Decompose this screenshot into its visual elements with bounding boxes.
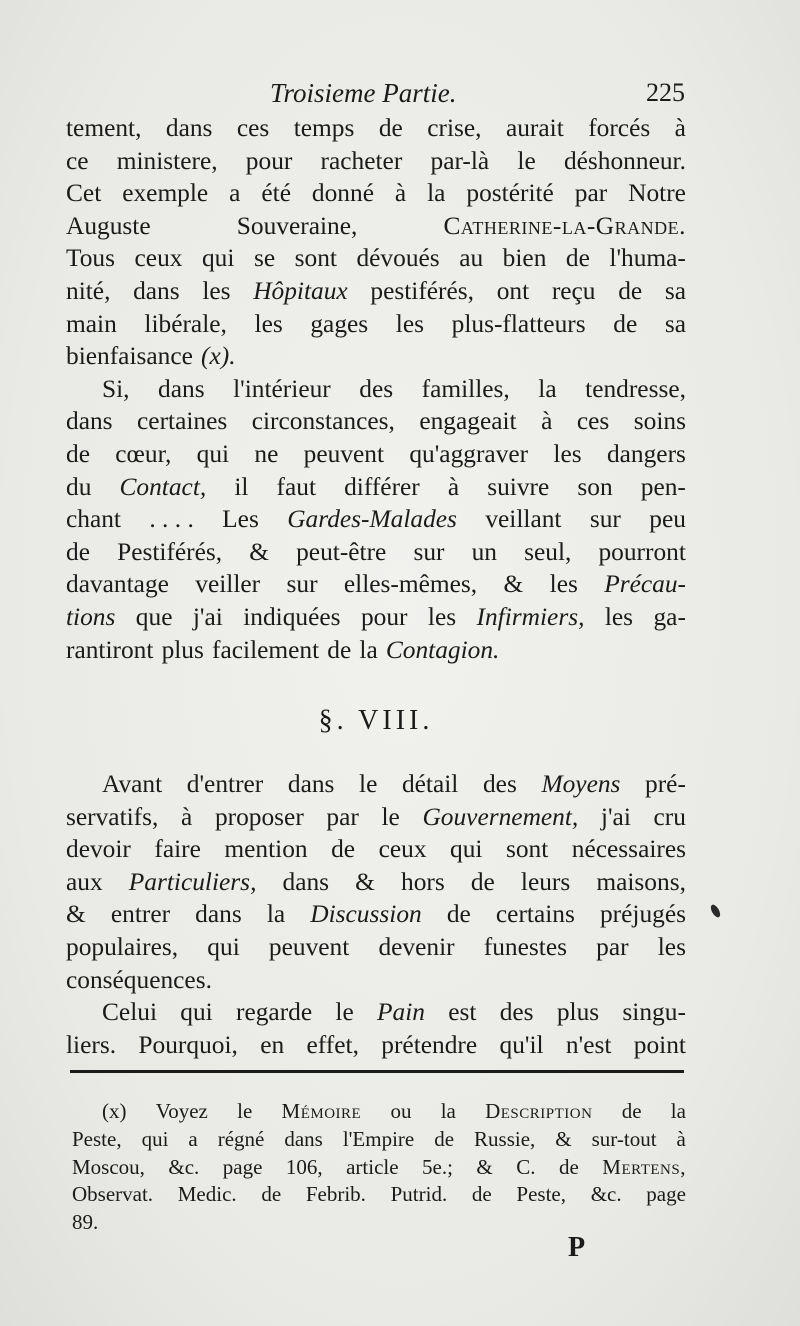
text-line: [66, 373, 686, 406]
word: du: [66, 472, 92, 501]
word: des: [499, 998, 534, 1027]
word: postérité: [466, 179, 554, 208]
word: les: [202, 276, 231, 305]
footnote-line: [72, 1154, 686, 1182]
word-italic: Contact,: [119, 472, 207, 501]
ink-blot: [709, 903, 722, 919]
word: dangers: [606, 439, 686, 468]
word-italic: Discussion: [310, 900, 422, 929]
word: Les: [222, 505, 259, 534]
word: aurait: [505, 114, 564, 142]
word: Observat.: [72, 1182, 154, 1207]
word: leurs: [520, 867, 571, 896]
word: de: [446, 900, 471, 929]
word: sur: [286, 570, 318, 599]
word: pré-: [645, 770, 686, 799]
word: effet,: [306, 1030, 359, 1059]
word: la: [359, 635, 378, 664]
word: liers.: [66, 1030, 117, 1059]
word: Medic.: [177, 1182, 237, 1207]
word: sur: [413, 537, 445, 566]
word: sont: [294, 244, 337, 273]
word-italic: Gouvernement,: [422, 802, 579, 831]
word: peu: [649, 505, 686, 534]
text-line: [66, 210, 686, 243]
text-line: [66, 833, 686, 866]
word: Cet: [66, 179, 102, 208]
word: par-là: [430, 146, 490, 175]
word: qui: [450, 835, 483, 864]
word: le: [335, 998, 354, 1027]
text-line: [66, 471, 686, 504]
signature-mark: P: [568, 1232, 586, 1263]
word: reçu: [551, 276, 596, 305]
word: article: [346, 1154, 399, 1179]
word: cru: [653, 802, 686, 831]
text-line: [66, 177, 686, 210]
word: dans: [133, 276, 180, 305]
word: n'est: [565, 1030, 612, 1059]
word-smallcaps: Description: [485, 1099, 593, 1123]
word: devenir: [378, 933, 455, 962]
word-italic: Pain: [376, 998, 425, 1027]
word: à: [181, 802, 193, 831]
word: page: [222, 1154, 263, 1179]
word: peut-être: [296, 537, 387, 566]
word: qui: [141, 1126, 169, 1151]
word: de: [327, 635, 352, 664]
word: la: [266, 900, 286, 929]
running-title: Troisieme Partie.: [270, 78, 457, 108]
word: cœur,: [115, 439, 172, 468]
word: à: [674, 114, 686, 142]
text-line: [66, 242, 686, 275]
word: veillant: [485, 505, 562, 534]
word: de: [66, 439, 90, 468]
footnote-ref: (x).: [201, 342, 236, 371]
word: C.: [516, 1154, 536, 1179]
word: par: [326, 802, 359, 831]
text-line: [66, 931, 686, 964]
word: temps: [293, 114, 355, 142]
text-line: [66, 634, 686, 667]
word: été: [261, 179, 291, 208]
word-smallcaps: Mémoire: [281, 1099, 362, 1123]
word: indiquées: [243, 602, 341, 631]
word: des: [482, 770, 517, 799]
word: libérale,: [144, 309, 227, 338]
footnote-line: [72, 1209, 686, 1237]
word: circonstances,: [251, 407, 395, 436]
word: plus-flatteurs: [451, 309, 586, 338]
word: à: [394, 179, 407, 208]
word: détail: [401, 770, 459, 799]
word: qui: [201, 244, 235, 273]
word: regarde: [236, 998, 313, 1027]
word: davantage: [66, 570, 169, 599]
word: gages: [310, 309, 369, 338]
word: dévoués: [356, 244, 440, 273]
word: 89.: [72, 1210, 99, 1235]
word: a: [188, 1126, 198, 1151]
text-line: [66, 568, 686, 601]
word: ont: [496, 276, 530, 305]
word: &: [503, 570, 524, 599]
word: bienfaisance: [66, 342, 193, 371]
word: qui: [207, 933, 240, 962]
text-line: [66, 340, 686, 373]
word: plus: [161, 635, 204, 664]
word: donné: [311, 179, 374, 208]
word: certains: [495, 900, 575, 929]
word: de: [471, 1182, 492, 1207]
word: veiller: [195, 570, 261, 599]
word: main: [66, 309, 117, 338]
word: de: [565, 244, 590, 273]
text-line: [66, 536, 686, 569]
word: qu'il: [499, 1030, 544, 1059]
word: Notre: [628, 179, 686, 208]
word: soins: [633, 407, 686, 436]
word: un: [471, 537, 497, 566]
section-heading: §. VIII.: [318, 705, 434, 737]
running-header: [70, 78, 685, 112]
word: nité,: [66, 276, 111, 305]
word: Si,: [102, 374, 130, 403]
word: le: [517, 146, 536, 175]
word: ga-: [653, 602, 686, 631]
word: faut: [276, 472, 317, 501]
word-italic: Précau-: [604, 570, 686, 599]
word-italic: Hôpitaux: [253, 276, 348, 305]
word: (x): [102, 1099, 127, 1123]
word: de: [331, 835, 356, 864]
word-italic: Particuliers,: [128, 867, 257, 896]
word: Putrid.: [390, 1182, 448, 1207]
word: pen-: [640, 472, 686, 501]
word: dans: [287, 770, 335, 799]
word: de: [613, 309, 638, 338]
text-line: [66, 112, 686, 145]
word: la: [670, 1099, 686, 1123]
word: Pourquoi,: [138, 1030, 238, 1059]
word: &: [476, 1154, 493, 1179]
footnote-line: [72, 1098, 686, 1126]
word: devoir: [66, 835, 131, 864]
word: régné: [217, 1126, 265, 1151]
word: Voyez: [155, 1099, 208, 1123]
footnote-rule: [70, 1070, 684, 1073]
word: entrer: [110, 900, 171, 929]
word: dans: [158, 374, 205, 403]
text-line: [66, 866, 686, 899]
main-text: [66, 112, 686, 1061]
word: dans: [66, 407, 113, 436]
word: ou: [390, 1099, 412, 1123]
word: Souveraine,: [236, 211, 358, 240]
word: il: [234, 472, 249, 501]
word: préjugés: [599, 900, 686, 929]
word: à: [447, 472, 460, 501]
text-line: [66, 996, 686, 1029]
word: populaires,: [66, 933, 179, 962]
word: la: [538, 374, 557, 403]
word: Peste,: [72, 1126, 122, 1151]
word: sont: [505, 835, 549, 864]
word: aux: [66, 867, 103, 896]
word: familles,: [421, 374, 510, 403]
word: d'entrer: [186, 770, 264, 799]
word: des: [359, 374, 394, 403]
word: pour: [360, 602, 408, 631]
word: singu-: [622, 998, 686, 1027]
word: Celui: [102, 998, 158, 1027]
word: crise,: [427, 114, 482, 142]
word: &: [66, 900, 86, 929]
word: ministere,: [116, 146, 218, 175]
text-line: [66, 145, 686, 178]
word: son: [577, 472, 613, 501]
word: ces: [236, 114, 270, 142]
word: seul,: [524, 537, 572, 566]
word: à: [676, 1126, 686, 1151]
word: 106,: [285, 1154, 323, 1179]
footnote: [72, 1098, 686, 1237]
word: le: [381, 802, 400, 831]
word: la: [427, 179, 446, 208]
word: chant: [66, 505, 121, 534]
word: de: [66, 537, 90, 566]
word: qui: [180, 998, 213, 1027]
word: de: [558, 1154, 579, 1179]
word: Russie,: [474, 1126, 536, 1151]
text-line: [66, 275, 686, 308]
word: qu'aggraver: [409, 439, 529, 468]
word: les: [427, 602, 457, 631]
word: différer: [344, 472, 420, 501]
text-line: [66, 503, 686, 536]
word: prétendre: [381, 1030, 478, 1059]
word: par: [574, 179, 608, 208]
word: facilement: [212, 635, 320, 664]
word: de: [378, 114, 403, 142]
word: racheter: [320, 146, 403, 175]
word: faire: [154, 835, 201, 864]
word: l'intérieur: [233, 374, 331, 403]
word: le: [359, 770, 378, 799]
word: au: [459, 244, 484, 273]
text-line: [66, 768, 686, 801]
word: les: [657, 933, 686, 962]
word: peuvent: [268, 933, 350, 962]
word-italic: Contagion.: [385, 635, 500, 664]
word: ce: [66, 146, 89, 175]
word: Auguste: [66, 211, 151, 240]
word: pourront: [598, 537, 686, 566]
word: forcés: [588, 114, 651, 142]
word: les: [395, 309, 425, 338]
word: bien: [502, 244, 547, 273]
word: Pestiférés,: [117, 537, 223, 566]
word: l'huma-: [609, 244, 686, 273]
word: sa: [664, 309, 686, 338]
word: de: [618, 276, 643, 305]
word: elles-mêmes,: [343, 570, 478, 599]
word: conséquences.: [66, 965, 212, 994]
word-italic: Moyens: [541, 770, 621, 799]
word: le: [237, 1099, 253, 1123]
word: rantiront: [66, 635, 154, 664]
word: dans: [282, 867, 330, 896]
word: a: [229, 179, 241, 208]
footnote-line: [72, 1126, 686, 1154]
word: suivre: [487, 472, 550, 501]
word: &: [355, 867, 375, 896]
word: ces: [576, 407, 610, 436]
word: Avant: [102, 770, 163, 799]
word: ne: [254, 439, 279, 468]
word: Moscou,: [72, 1154, 145, 1179]
word: Peste,: [516, 1182, 566, 1207]
word: certaines: [137, 407, 228, 436]
word: sa: [664, 276, 686, 305]
text-line: [66, 308, 686, 341]
word: j'ai: [600, 802, 631, 831]
spacer: [66, 666, 686, 692]
word: plus: [556, 998, 600, 1027]
word: &: [555, 1126, 572, 1151]
word: sur-tout: [591, 1126, 657, 1151]
word: que: [135, 602, 173, 631]
word: j'ai: [192, 602, 223, 631]
word: déshonneur.: [563, 146, 686, 175]
word: &c.: [590, 1182, 622, 1207]
word: sur: [589, 505, 621, 534]
word: de: [621, 1099, 642, 1123]
word: engageait: [419, 407, 517, 436]
word: &: [249, 537, 269, 566]
word: de: [261, 1182, 282, 1207]
word: ceux: [134, 244, 183, 273]
word-smallcaps: Mertens,: [602, 1154, 686, 1179]
footnote-line: [72, 1181, 686, 1209]
word-italic: Gardes-Malades: [287, 505, 457, 534]
word: maisons,: [596, 867, 686, 896]
text-line: [66, 898, 686, 931]
word: les: [604, 602, 634, 631]
word: en: [260, 1030, 285, 1059]
text-line: [66, 801, 686, 834]
word: par: [596, 933, 629, 962]
word: servatifs,: [66, 802, 159, 831]
word: . . . .: [149, 505, 194, 534]
word: de: [434, 1126, 455, 1151]
word: dans: [284, 1126, 323, 1151]
word: à: [541, 407, 553, 436]
word: les: [549, 570, 578, 599]
word: pestiférés,: [370, 276, 475, 305]
word: funestes: [483, 933, 567, 962]
word: tendresse,: [585, 374, 686, 403]
word: page: [646, 1182, 686, 1207]
word: ceux: [378, 835, 427, 864]
word: nécessaires: [571, 835, 686, 864]
word: pour: [245, 146, 293, 175]
word: l'Empire: [342, 1126, 415, 1151]
word-italic: Infirmiers,: [476, 602, 585, 631]
word: les: [553, 439, 582, 468]
word: dans: [165, 114, 213, 142]
word: qui: [196, 439, 230, 468]
word: se: [253, 244, 276, 273]
word: exemple: [122, 179, 209, 208]
word: point: [633, 1030, 686, 1059]
word: hors: [401, 867, 445, 896]
word: de: [470, 867, 495, 896]
word-smallcaps: Catherine-la-Grande.: [443, 211, 686, 240]
word: dans: [195, 900, 242, 929]
text-line: [66, 1029, 686, 1062]
word-italic: tions: [66, 602, 116, 631]
word: mention: [224, 835, 308, 864]
word: peuvent: [303, 439, 385, 468]
word: Tous: [66, 244, 116, 273]
word: &c.: [168, 1154, 200, 1179]
text-line: [66, 601, 686, 634]
word: est: [448, 998, 477, 1027]
text-line: [66, 964, 686, 997]
word: les: [254, 309, 283, 338]
page-number: 225: [646, 78, 685, 107]
word: la: [440, 1099, 456, 1123]
text-line: [66, 438, 686, 471]
word: tement,: [66, 114, 142, 142]
text-line: [66, 405, 686, 438]
word: 5e.;: [422, 1154, 453, 1179]
word: Febrib.: [305, 1182, 366, 1207]
word: proposer: [214, 802, 304, 831]
